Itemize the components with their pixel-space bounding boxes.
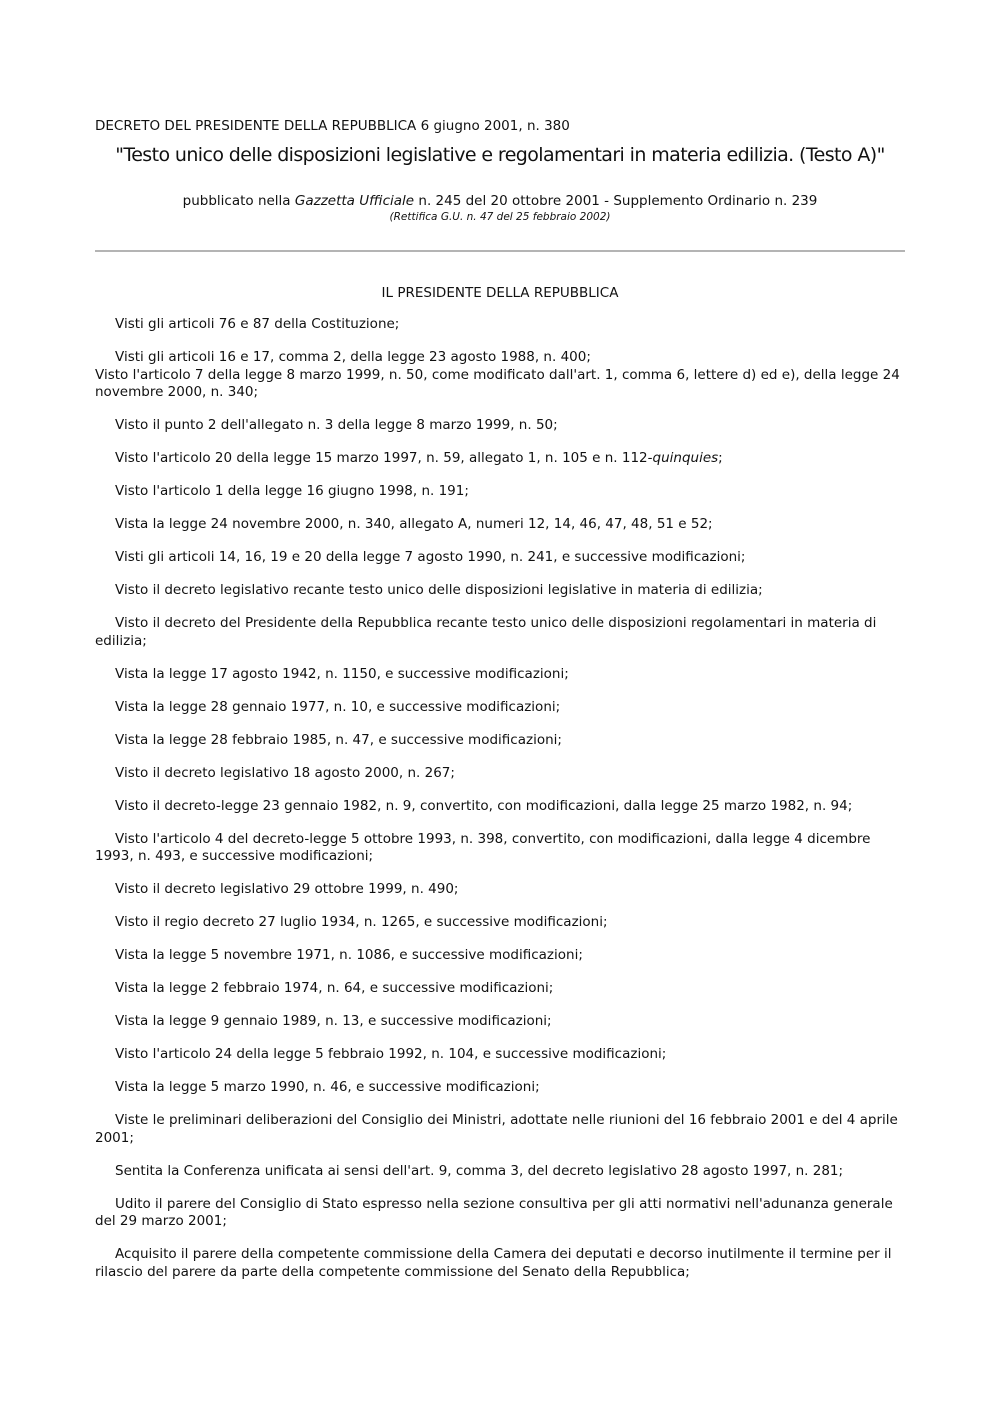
premise-paragraph: Vista la legge 24 novembre 2000, n. 340, allegato A, numeri 12, 14, 46, 47, 48, 51 e 52; [115, 516, 713, 532]
premise-paragraph: Vista la legge 2 febbraio 1974, n. 64, e successive modificazioni; [115, 980, 554, 996]
premise-paragraph: Visto il regio decreto 27 luglio 1934, n. 1265, e successive modificazioni; [115, 914, 608, 930]
premise-paragraph: Vista la legge 5 marzo 1990, n. 46, e successive modificazioni; [115, 1079, 540, 1095]
premise-paragraph: Viste le preliminari deliberazioni del Consiglio dei Ministri, adottate nelle riunioni del 16 febbraio 2001 e del 4 aprile 2001; [95, 1112, 898, 1146]
publication-prefix: pubblicato nella [182, 193, 295, 209]
premise-text: Visto l'articolo 20 della legge 15 marzo 1997, n. 59, allegato 1, n. 105 e n. 112- [115, 450, 653, 466]
premise-paragraph [95, 450, 905, 468]
premise-paragraph: Vista la legge 17 agosto 1942, n. 1150, e successive modificazioni; [115, 665, 569, 682]
premise-text-end: ; [718, 450, 723, 466]
publication-line [95, 193, 905, 209]
premise-paragraph: Visto il decreto-legge 23 gennaio 1982, n. 9, convertito, con modificazioni, dalla legge 25 marzo 1982, n. 94; [115, 797, 853, 814]
premise-paragraph: Acquisito il parere della competente commissione della Camera dei deputati e decorso inutilmente il termine per il rilascio del parere da parte della competente commissione del Senato della Repubblica; [95, 1246, 892, 1280]
premise-paragraph: Visto il decreto del Presidente della Repubblica recante testo unico delle disposizioni regolamentari in materia di edilizia; [95, 615, 877, 649]
premise-paragraph: Visto il decreto legislativo 18 agosto 2000, n. 267; [115, 764, 455, 781]
premise-paragraph: Udito il parere del Consiglio di Stato espresso nella sezione consultiva per gli atti normativi nell'adunanza generale del 29 marzo 2001; [95, 1195, 893, 1229]
decree-title: "Testo unico delle disposizioni legislative e regolamentari in materia edilizia. (Testo A)" [115, 144, 885, 166]
president-heading: IL PRESIDENTE DELLA REPUBBLICA [381, 285, 619, 301]
premises-list [95, 316, 905, 1297]
premise-paragraph: Vista la legge 5 novembre 1971, n. 1086, e successive modificazioni; [115, 947, 583, 963]
premise-paragraph: Vista la legge 28 febbraio 1985, n. 47, e successive modificazioni; [115, 731, 562, 748]
premise-paragraph: Visti gli articoli 14, 16, 19 e 20 della legge 7 agosto 1990, n. 241, e successive modificazioni; [115, 549, 746, 565]
decree-heading: DECRETO DEL PRESIDENTE DELLA REPUBBLICA 6 giugno 2001, n. 380 [95, 118, 570, 134]
publication-suffix: n. 245 del 20 ottobre 2001 - Supplemento Ordinario n. 239 [414, 193, 818, 209]
premise-paragraph: Visto l'articolo 24 della legge 5 febbraio 1992, n. 104, e successive modificazioni; [115, 1046, 667, 1062]
gazette-name: Gazzetta Ufficiale [294, 193, 415, 209]
horizontal-divider [95, 250, 905, 252]
rettifica-note: (Rettifica G.U. n. 47 del 25 febbraio 2002) [389, 211, 611, 223]
premise-paragraph: Visto l'articolo 1 della legge 16 giugno 1998, n. 191; [115, 483, 469, 499]
premise-paragraph: Vista la legge 28 gennaio 1977, n. 10, e successive modificazioni; [115, 698, 561, 715]
premise-paragraph: Visto l'articolo 7 della legge 8 marzo 1999, n. 50, come modificato dall'art. 1, comma 6, lettere d) ed e), della legge 24 novembre 2000, n. 340; [95, 366, 900, 400]
premise-paragraph: Vista la legge 9 gennaio 1989, n. 13, e successive modificazioni; [115, 1013, 552, 1029]
premise-italic-term: quinquies [652, 450, 719, 466]
premise-paragraph: Visti gli articoli 16 e 17, comma 2, della legge 23 agosto 1988, n. 400; [115, 349, 591, 365]
premise-paragraph: Visto il decreto legislativo 29 ottobre 1999, n. 490; [115, 881, 459, 897]
premise-paragraph: Visto il decreto legislativo recante testo unico delle disposizioni legislative in materia di edilizia; [115, 582, 763, 598]
premise-paragraph: Sentita la Conferenza unificata ai sensi dell'art. 9, comma 3, del decreto legislativo 28 agosto 1997, n. 281; [115, 1162, 844, 1179]
premise-paragraph: Visti gli articoli 76 e 87 della Costituzione; [115, 316, 400, 332]
premise-paragraph: Visto l'articolo 4 del decreto-legge 5 ottobre 1993, n. 398, convertito, con modificazioni, dalla legge 4 dicembre 1993, n. 493, e successive modificazioni; [95, 830, 871, 864]
premise-paragraph: Visto il punto 2 dell'allegato n. 3 della legge 8 marzo 1999, n. 50; [115, 417, 558, 433]
